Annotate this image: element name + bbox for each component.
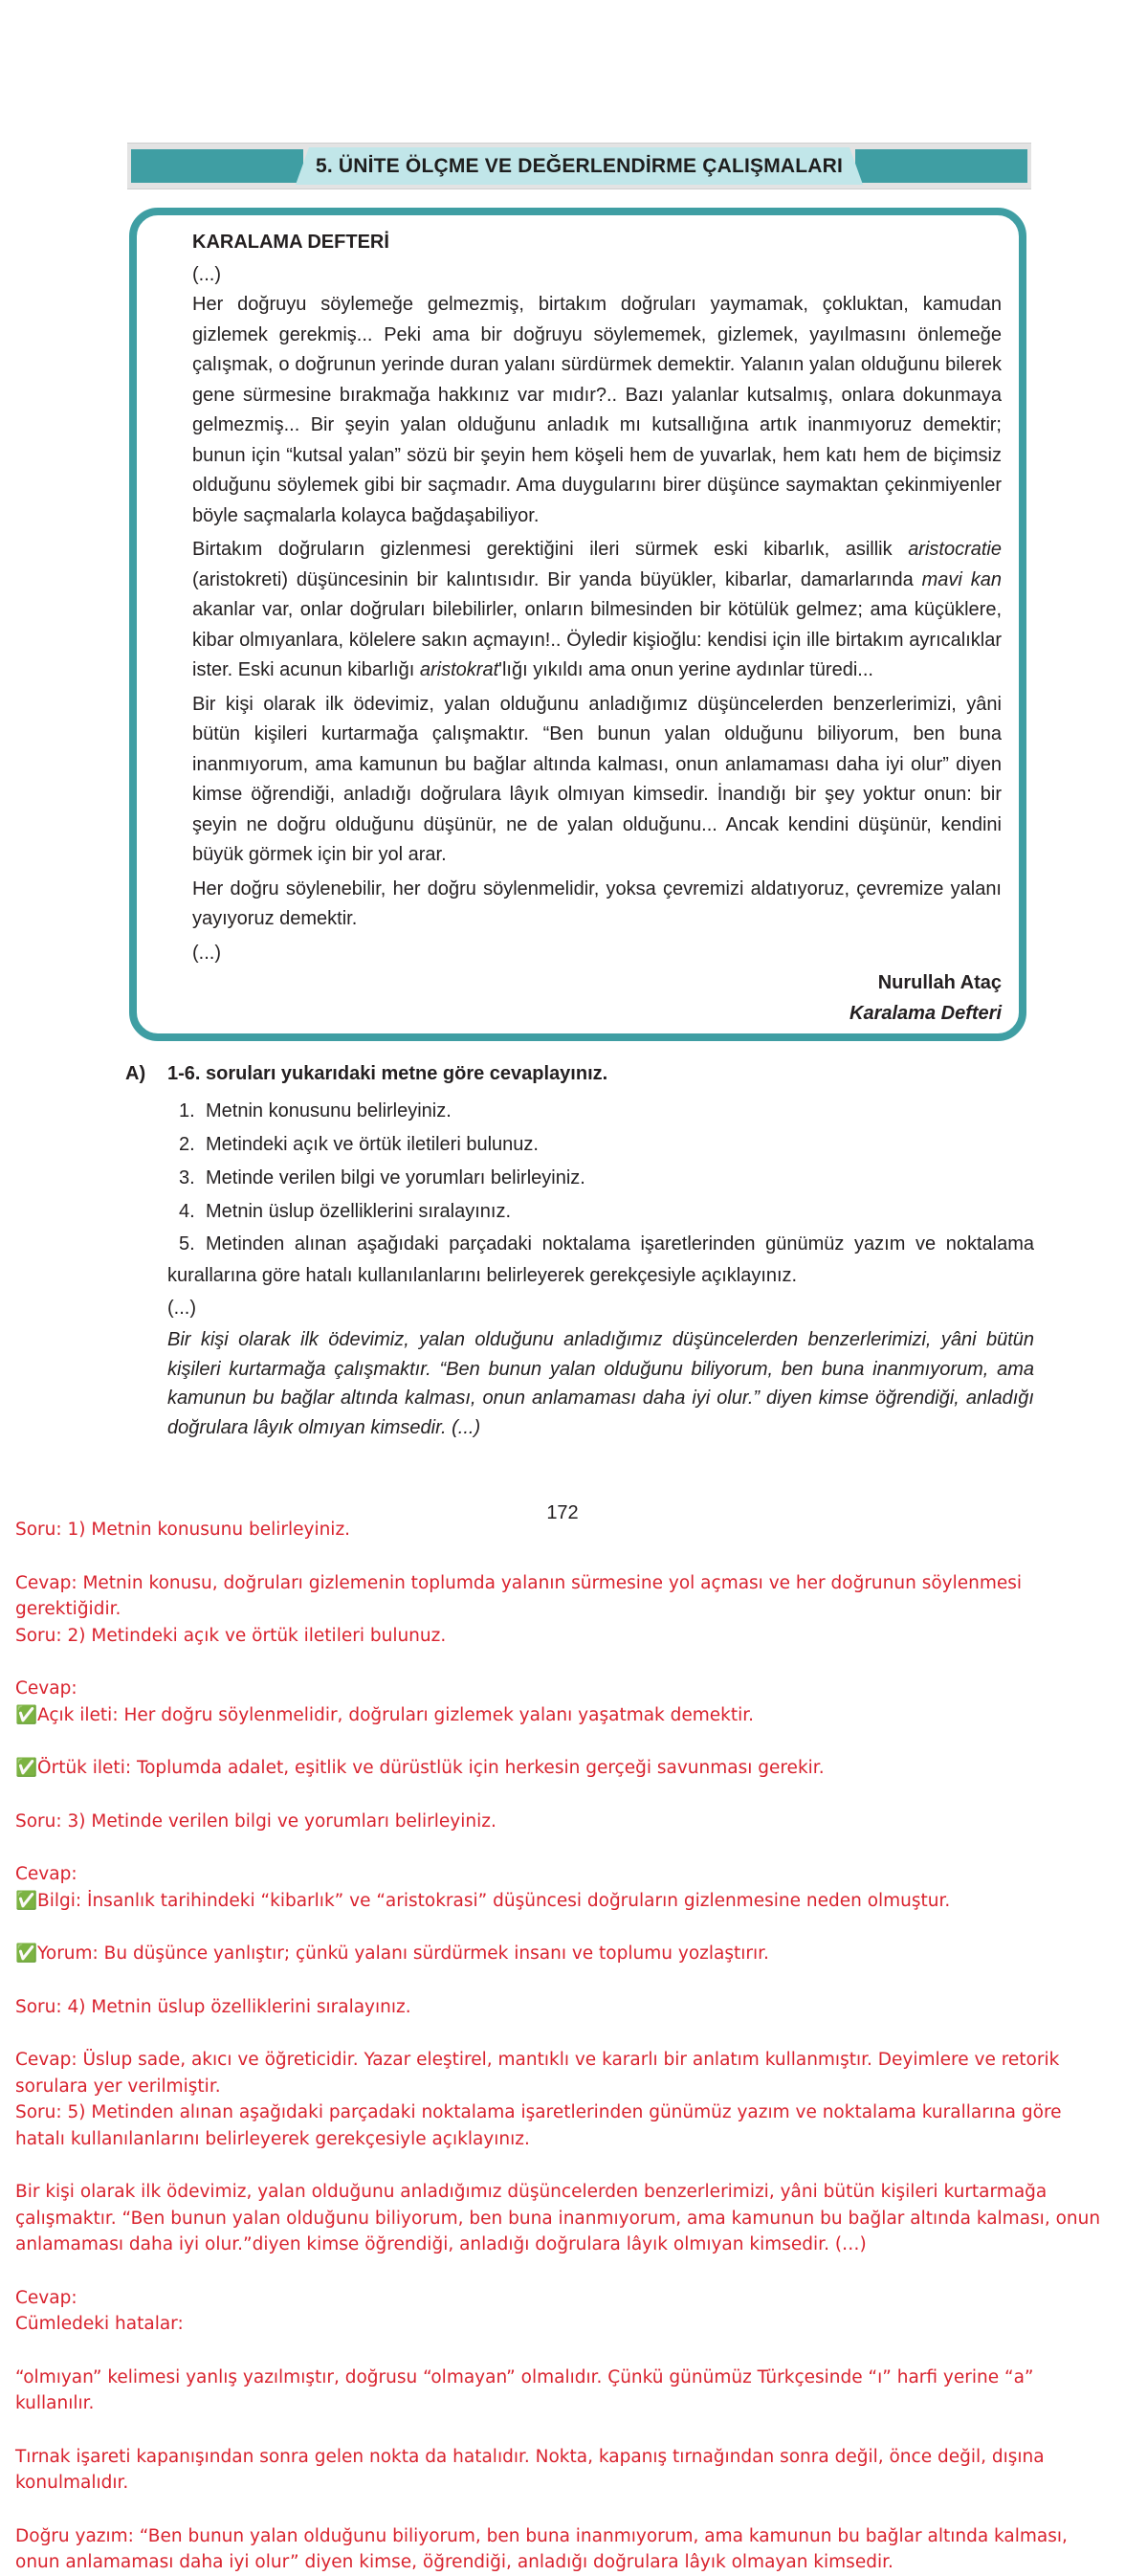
- question-item: [167, 1095, 1034, 1128]
- answer-5-heading: Cümledeki hatalar:: [15, 2314, 184, 2334]
- question-item: [167, 1128, 1034, 1162]
- questions-heading: [125, 1057, 1034, 1091]
- answer-question-2: Soru: 2) Metindeki açık ve örtük iletileri bulunuz.: [15, 1625, 447, 1646]
- answer-5-quote: Bir kişi olarak ilk ödevimiz, yalan olduğunu anladığımız düşüncelerden benzerlerimizi, yâni bütün kişileri kurtarmağa çalışmaktır. “Ben bunun yalan olduğunu biliyorum, ben buna inanmıyorum, ama kamunun bu bağlar altında kalması, onun anlamaması daha iyi olur.”diyen kimse öğrendiği, anladığı doğrulara lâyık olmıyan kimsedir. (…): [15, 2182, 1101, 2254]
- passage-paragraph-1: [192, 290, 1002, 531]
- answer-4: Cevap: Üslup sade, akıcı ve öğreticidir. Yazar eleştirel, mantıklı ve kararlı bir anlatım kullanmıştır. Deyimlere ve retorik sorulara yer verilmiştir.: [15, 2050, 1060, 2097]
- question-quote: Bir kişi olarak ilk ödevimiz, yalan olduğunu anladığımız düşüncelerden benzerlerimizi, yâni bütün kişileri kurtarmağa çalışmaktır. “Ben bunun yalan olduğunu biliyorum, ben buna inanmıyorum, ama kamunun bu bağlar altında kalması, onun anlamaması daha iyi olur.” diyen kimse öğrendiği, anladığı doğrulara lâyık olmıyan kimsedir. (...): [167, 1329, 1034, 1438]
- section-letter: A): [125, 1063, 146, 1084]
- answer-3-label: Cevap:: [15, 1864, 77, 1884]
- answer-2-explicit: ✅Açık ileti: Her doğru söylenmelidir, doğruları gizlemek yalanı yaşatmak demektir.: [15, 1704, 755, 1725]
- question-list: [167, 1095, 1034, 1292]
- p2-italic-aristokrat: aristokrat: [419, 659, 499, 680]
- p2-part-d: 'lığı yıkıldı ama onun yerine aydınlar türedi...: [498, 659, 873, 680]
- answer-2-implicit: ✅Örtük ileti: Toplumda adalet, eşitlik ve dürüstlük için herkesin gerçeği savunması gerekir.: [15, 1758, 825, 1778]
- passage-book-title: Karalama Defteri: [849, 1002, 1002, 1024]
- passage-paragraph-1-text: Her doğruyu söylemeğe gelmezmiş, birtakım doğruları yaymamak, çokluktan, kamudan gizlemek gerekmiş... Peki ama bir doğruyu söylememek, gizlemek, yayılmasını önlemeğe çalışmak, o doğrunun yerinde duran yalanı sürdürmek demektir. Yalanın yalan olduğunu bilerek gene sürmesine bırakmağa hakkınız var mıdır?.. Bazı yalanlar kutsalmış, onlara dokunmaya gelmezmiş... Bir şeyin yalan olduğunu anladık mı kutsallığına artık inanmıyoruz demektir; bunun için “kutsal yalan” sözü bir şeyin hem köşeli hem de yuvarlak, hem katı hem de biçimsiz olduğunu söylemek gibi bir saçmadır. Ama duygularını birer düşünce saymaktan çekinmiyenler böyle saçmalarla kolayca bağdaşabiliyor.: [192, 294, 1002, 526]
- passage-ellipsis-top: (...): [192, 263, 221, 285]
- question-text: Metnin üslup özelliklerini sıralayınız.: [206, 1201, 512, 1222]
- question-number: 1.: [179, 1100, 195, 1121]
- question-item: [167, 1162, 1034, 1195]
- unit-header-banner: [127, 143, 1031, 189]
- p2-italic-mavi-kan: mavi kan: [921, 568, 1002, 590]
- passage-author: Nurullah Ataç: [877, 972, 1002, 993]
- passage-paragraph-4: Her doğru söylenebilir, her doğru söylenmelidir, yoksa çevremizi aldatıyoruz, çevremize yalanı yayıyoruz demektir.: [192, 877, 1002, 929]
- p2-italic-aristocratie: aristocratie: [908, 539, 1002, 560]
- question-text: Metinde verilen bilgi ve yorumları belirleyiniz.: [206, 1167, 585, 1188]
- answer-question-3: Soru: 3) Metinde verilen bilgi ve yorumları belirleyiniz.: [15, 1810, 496, 1832]
- answer-1: Cevap: Metnin konusu, doğruları gizlemenin toplumda yalanın sürmesine yol açması ve her doğrunun söylenmesi gerektiğidir.: [15, 1572, 1023, 1619]
- answer-5-label: Cevap:: [15, 2287, 77, 2308]
- answer-question-1: Soru: 1) Metnin konusunu belirleyiniz.: [15, 1520, 351, 1540]
- reading-passage: [192, 228, 1002, 1029]
- passage-ellipsis-bottom: (...): [192, 942, 221, 964]
- answers-section: [15, 1517, 1115, 2576]
- answer-5-error-2: Tırnak işareti kapanışından sonra gelen nokta da hatalıdır. Nokta, kapanış tırnağından sonra değil, önce değil, dışına konulmalıdır.: [15, 2446, 1045, 2493]
- passage-title: KARALAMA DEFTERİ: [192, 232, 389, 253]
- passage-paragraph-2: [192, 535, 1002, 686]
- answer-5-correct: Doğru yazım: “Ben bunun yalan olduğunu biliyorum, ben buna inanmıyorum, ama kamunun bu bağlar altında kalması, onun anlamaması daha iyi olur” diyen kimse, öğrendiği, anladığı doğrulara lâyık olmayan kimsedir.: [15, 2525, 1068, 2572]
- question-number: 3.: [179, 1167, 195, 1188]
- questions-section: [125, 1057, 1034, 1442]
- question-number: 2.: [179, 1134, 195, 1155]
- question-text: Metindeki açık ve örtük iletileri bulunuz.: [206, 1134, 539, 1155]
- question-item: [167, 1195, 1034, 1229]
- question-number: 4.: [179, 1201, 195, 1222]
- questions-ellipsis: (...): [167, 1298, 196, 1319]
- p2-part-c: akanlar var, onlar doğruları bilebilirler, onların bilmesinden bir kötülük gelmez; ama küçüklere, kibar olmıyanlara, kölelere sakın açmayın!.. Öyledir kişioğlu: kendisi için ille birtakım ayrıcalıklar ister. Eski acunun kibarlığı: [192, 599, 1002, 680]
- answer-3-info: ✅Bilgi: İnsanlık tarihindeki “kibarlık” ve “aristokrasi” düşüncesi doğruların gizlenmesine neden olmuştur.: [15, 1890, 951, 1911]
- p2-part-b: (aristokreti) düşüncesinin bir kalıntısıdır. Bir yanda büyükler, kibarlar, damarlarında: [192, 568, 922, 590]
- questions-heading-text: 1-6. soruları yukarıdaki metne göre cevaplayınız.: [167, 1063, 608, 1084]
- page-number: 172: [546, 1502, 579, 1523]
- question-text: Metinden alınan aşağıdaki parçadaki noktalama işaretlerinden günümüz yazım ve noktalama kurallarına göre hatalı kullanılanlarını belirleyerek gerekçesiyle açıklayınız.: [167, 1233, 1034, 1286]
- p2-part-a: Birtakım doğruların gizlenmesi gerektiğini ileri sürmek eski kibarlık, asillik: [192, 539, 909, 560]
- question-text: Metnin konusunu belirleyiniz.: [206, 1100, 452, 1121]
- unit-title: 5. ÜNİTE ÖLÇME VE DEĞERLENDİRME ÇALIŞMALARI: [315, 155, 844, 177]
- answer-5-error-1: “olmıyan” kelimesi yanlış yazılmıştır, doğrusu “olmayan” olmalıdır. Çünkü günümüz Türkçesinde “ı” harfi yerine “a” kullanılır.: [15, 2366, 1034, 2413]
- passage-paragraph-3: Bir kişi olarak ilk ödevimiz, yalan olduğunu anladığımız düşüncelerden benzerlerimizi, yâni bütün kişileri kurtarmağa çalışmaktır. “Ben bunun yalan olduğunu biliyorum, ben buna inanmıyorum, ama kamunun bu bağlar altında kalması, onun anlamaması daha iyi olur” diyen kimse öğrendiği, anladığı doğrulara lâyık olmıyan kimsedir. İnandığı bir şey yoktur onun: bir şeyin ne doğru olduğunu düşünür, ne de yalan olduğunu... Ancak kendini düşünür, kendini büyük görmek için bir yol arar.: [192, 693, 1002, 865]
- answer-question-4: Soru: 4) Metnin üslup özelliklerini sıralayınız.: [15, 1996, 411, 2017]
- answer-3-comment: ✅Yorum: Bu düşünce yanlıştır; çünkü yalanı sürdürmek insanı ve toplumu yozlaştırır.: [15, 1943, 769, 1964]
- question-item: [167, 1229, 1034, 1292]
- answer-question-5: Soru: 5) Metinden alınan aşağıdaki parçadaki noktalama işaretlerinden günümüz yazım ve noktalama kurallarına göre hatalı kullanılanlarını belirleyerek gerekçesiyle açıklayınız.: [15, 2102, 1062, 2149]
- question-number: 5.: [179, 1233, 195, 1255]
- answer-2-label: Cevap:: [15, 1678, 77, 1699]
